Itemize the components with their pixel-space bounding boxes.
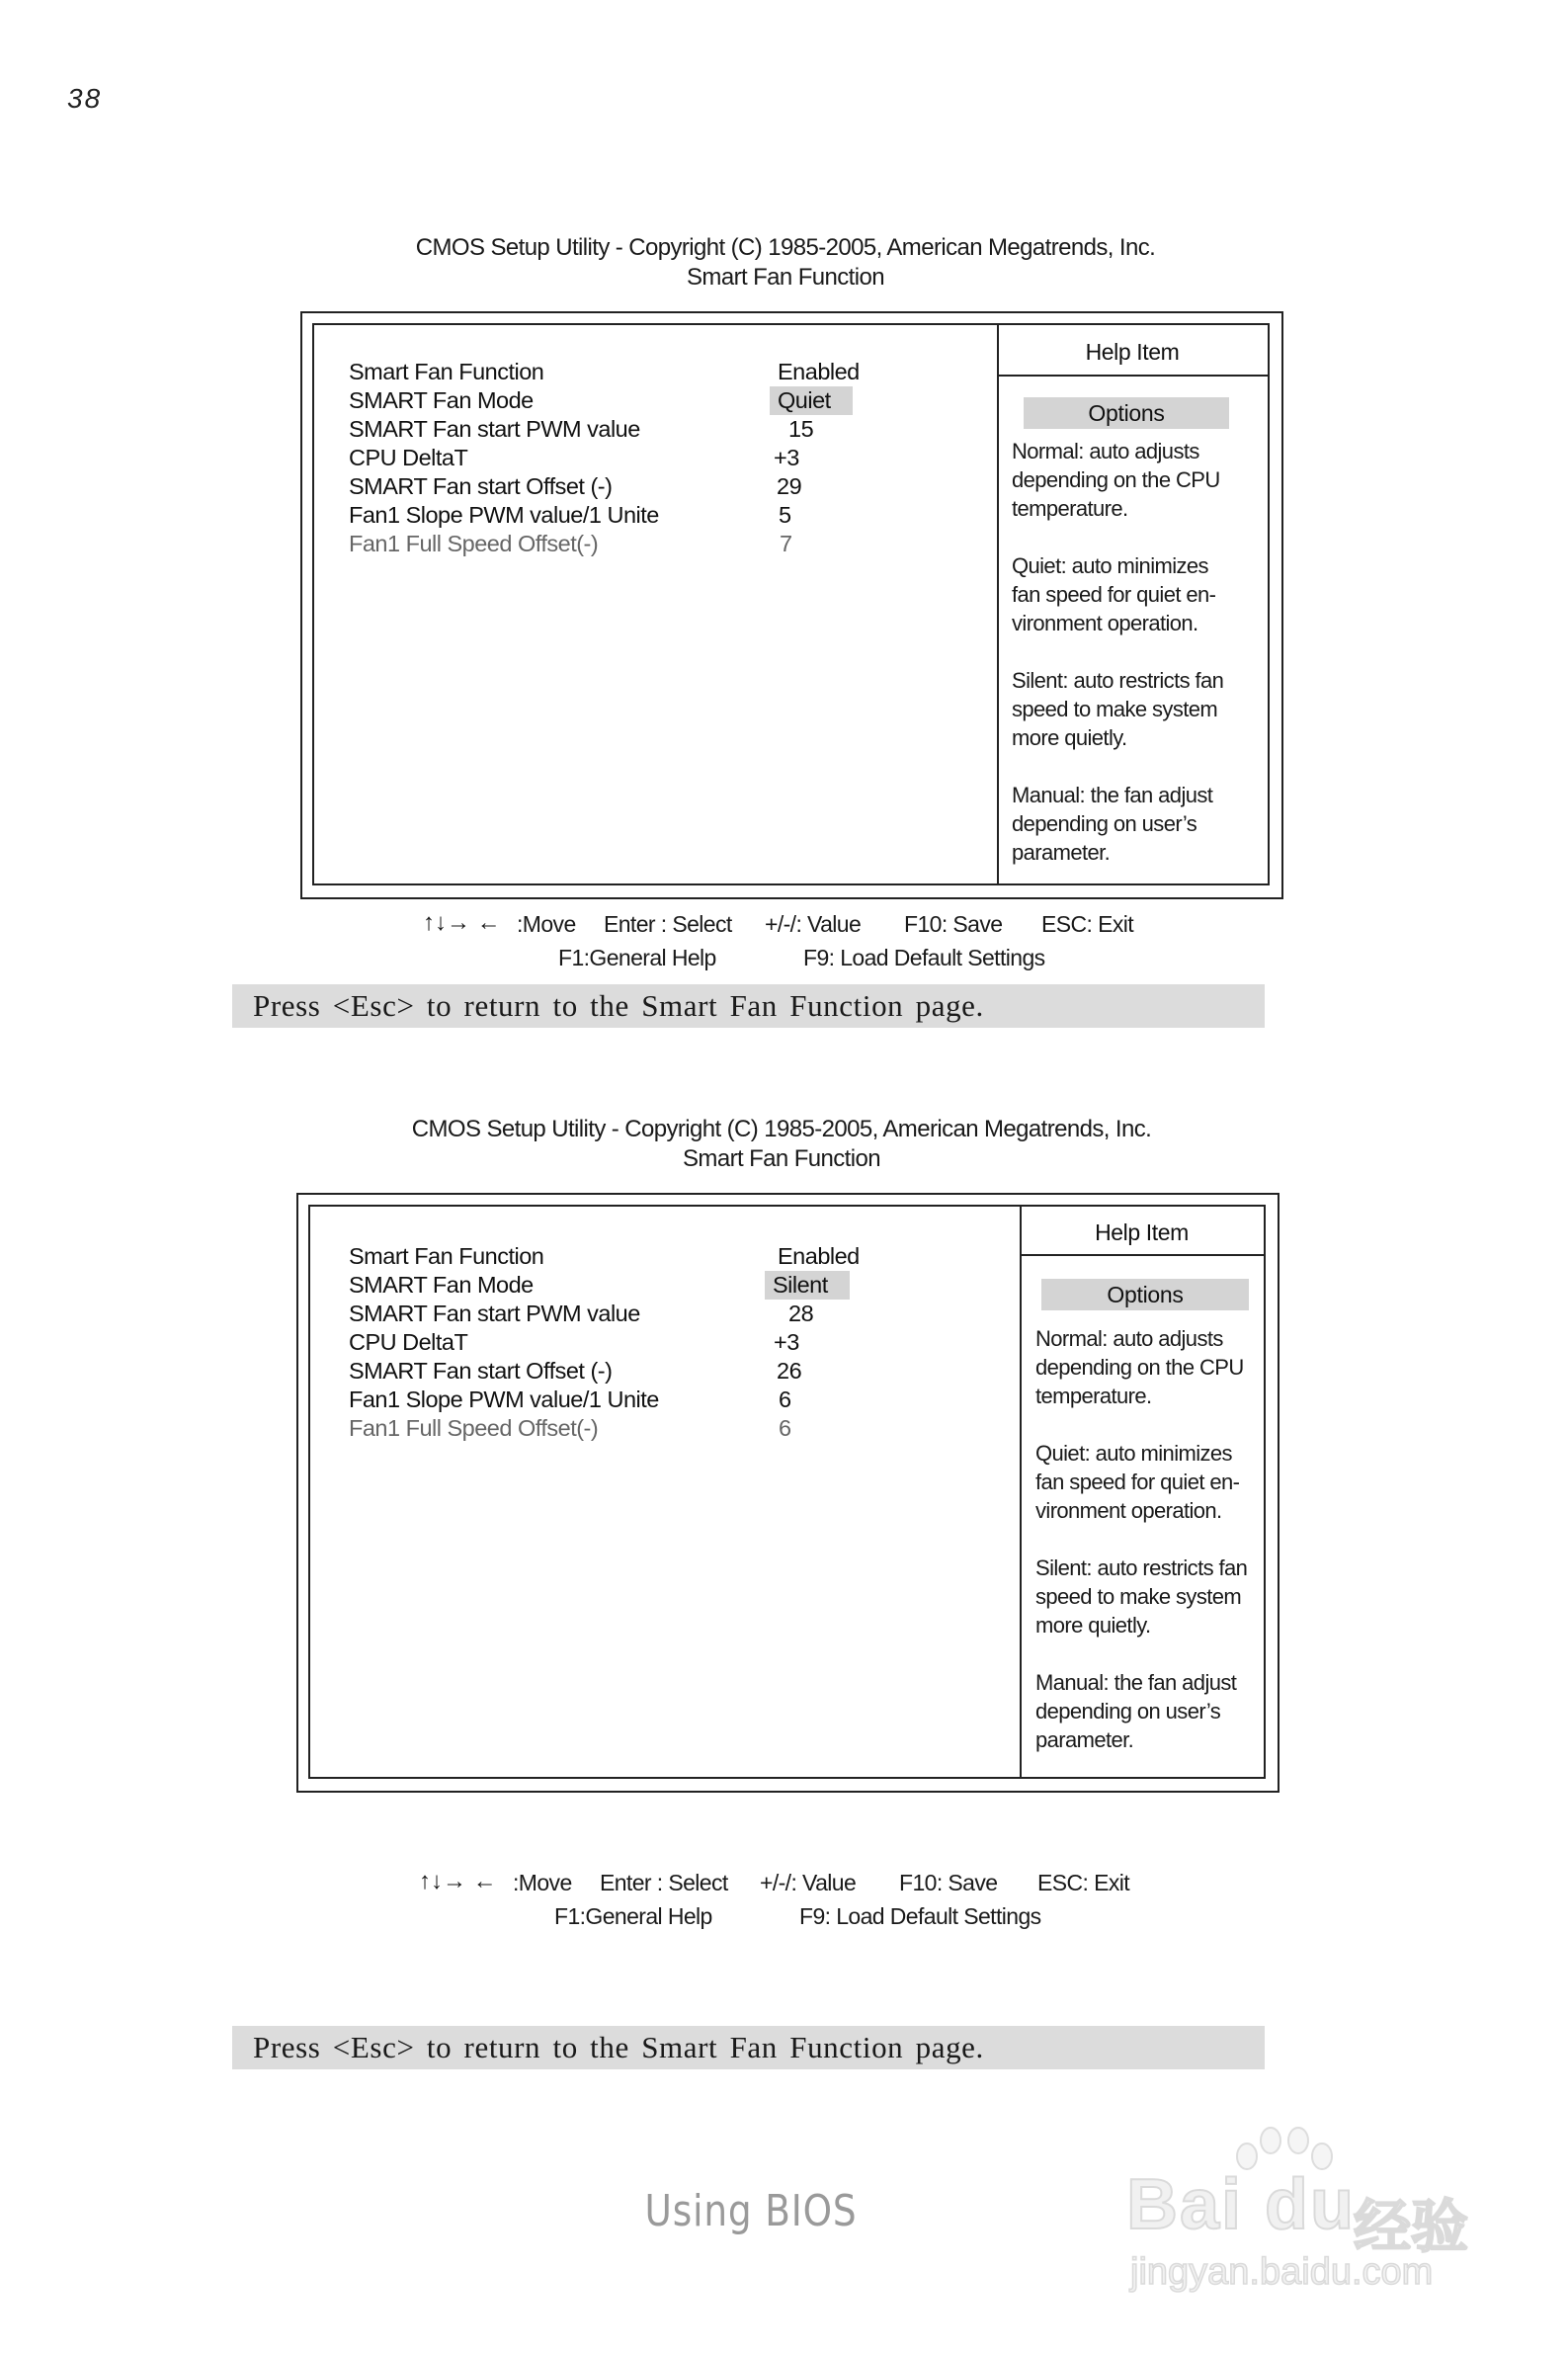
key-f10: F10: Save	[904, 911, 1003, 937]
watermark-brand: Bai du	[1126, 2165, 1357, 2244]
help-title-rule	[1020, 1254, 1264, 1256]
help-title-rule	[997, 375, 1268, 377]
setting-label[interactable]: SMART Fan Mode	[349, 1272, 534, 1298]
copyright-line: CMOS Setup Utility - Copyright (C) 1985-2005, American Megatrends, Inc.	[415, 234, 1156, 261]
setting-value[interactable]: 28	[788, 1301, 814, 1326]
baidu-watermark	[1126, 2125, 1482, 2303]
key-move: :Move	[513, 1870, 572, 1895]
key-enter: Enter : Select	[604, 911, 732, 937]
key-move: :Move	[517, 911, 576, 937]
setting-value[interactable]: 29	[777, 473, 802, 499]
key-f9: F9: Load Default Settings	[799, 1903, 1041, 1929]
key-f9: F9: Load Default Settings	[803, 945, 1045, 970]
setting-label[interactable]: Fan1 Slope PWM value/1 Unite	[349, 502, 659, 528]
key-f1: F1:General Help	[558, 945, 716, 970]
help-normal: Normal: auto adjusts depending on the CPU temperature.	[1012, 439, 1220, 521]
help-manual: Manual: the fan adjust depending on user’s parameter.	[1012, 783, 1213, 865]
help-quiet: Quiet: auto minimizes fan speed for quiet en-vironment operation.	[1012, 553, 1216, 635]
key-enter: Enter : Select	[600, 1870, 728, 1895]
setting-label[interactable]: SMART Fan start PWM value	[349, 416, 640, 442]
setting-value[interactable]: Enabled	[778, 1243, 860, 1269]
setting-value[interactable]: 6	[779, 1387, 791, 1412]
help-divider	[997, 323, 999, 883]
help-quiet: Quiet: auto minimizes fan speed for quiet en-vironment operation.	[1035, 1441, 1240, 1523]
setting-value[interactable]: 26	[777, 1358, 802, 1384]
setting-label[interactable]: Smart Fan Function	[349, 1243, 544, 1269]
bios-header	[288, 1115, 1276, 1174]
help-normal: Normal: auto adjusts depending on the CPU temperature.	[1035, 1326, 1244, 1408]
setting-value-disabled: 6	[779, 1415, 791, 1441]
watermark-url: jingyan.baidu.com	[1130, 2251, 1434, 2293]
help-silent: Silent: auto restricts fan speed to make system more quietly.	[1035, 1555, 1248, 1638]
key-value: +/-/: Value	[765, 911, 862, 937]
setting-label-disabled: Fan1 Full Speed Offset(-)	[349, 1415, 599, 1441]
options-label: Options	[1041, 1279, 1249, 1310]
setting-label[interactable]: CPU DeltaT	[349, 1329, 468, 1355]
help-item-title: Help Item	[1095, 1219, 1189, 1245]
key-esc: ESC: Exit	[1037, 1870, 1130, 1895]
setting-label[interactable]: Smart Fan Function	[349, 359, 544, 384]
help-silent: Silent: auto restricts fan speed to make system more quietly.	[1012, 668, 1224, 750]
setting-value[interactable]: Enabled	[778, 359, 860, 384]
page-number: 38	[67, 83, 103, 114]
setting-label[interactable]: SMART Fan Mode	[349, 387, 534, 413]
setting-value[interactable]: +3	[774, 1329, 799, 1355]
setting-value[interactable]: 15	[788, 416, 814, 442]
help-manual: Manual: the fan adjust depending on user’s parameter.	[1035, 1670, 1237, 1752]
watermark-chinese: 经验	[1354, 2195, 1469, 2259]
setting-label-disabled: Fan1 Full Speed Offset(-)	[349, 531, 599, 556]
setting-label[interactable]: SMART Fan start Offset (-)	[349, 1358, 613, 1384]
esc-note: Press <Esc> to return to the Smart Fan Function page.	[232, 984, 1265, 1028]
setting-value[interactable]: +3	[774, 445, 799, 470]
setting-value-selected[interactable]: Quiet	[770, 386, 853, 415]
setting-label[interactable]: Fan1 Slope PWM value/1 Unite	[349, 1387, 659, 1412]
key-esc: ESC: Exit	[1041, 911, 1134, 937]
copyright-line: CMOS Setup Utility - Copyright (C) 1985-2005, American Megatrends, Inc.	[411, 1116, 1152, 1142]
setting-label[interactable]: CPU DeltaT	[349, 445, 468, 470]
arrow-keys-icon: ↑↓→ ←	[419, 1868, 497, 1894]
esc-note: Press <Esc> to return to the Smart Fan Function page.	[232, 2026, 1265, 2069]
setting-value-disabled: 7	[780, 531, 792, 556]
key-value: +/-/: Value	[760, 1870, 857, 1895]
help-item-title: Help Item	[1085, 339, 1180, 365]
setting-label[interactable]: SMART Fan start Offset (-)	[349, 473, 613, 499]
bios-header	[291, 233, 1279, 293]
screen-title: Smart Fan Function	[687, 264, 884, 291]
footer-title: Using BIOS	[644, 2186, 858, 2236]
setting-value-selected[interactable]: Silent	[765, 1271, 850, 1300]
options-label: Options	[1024, 397, 1229, 429]
arrow-keys-icon: ↑↓→ ←	[423, 909, 501, 936]
help-divider	[1020, 1205, 1022, 1777]
screen-title: Smart Fan Function	[683, 1145, 880, 1172]
setting-value[interactable]: 5	[779, 502, 791, 528]
key-f10: F10: Save	[899, 1870, 998, 1895]
setting-label[interactable]: SMART Fan start PWM value	[349, 1301, 640, 1326]
key-f1: F1:General Help	[554, 1903, 712, 1929]
